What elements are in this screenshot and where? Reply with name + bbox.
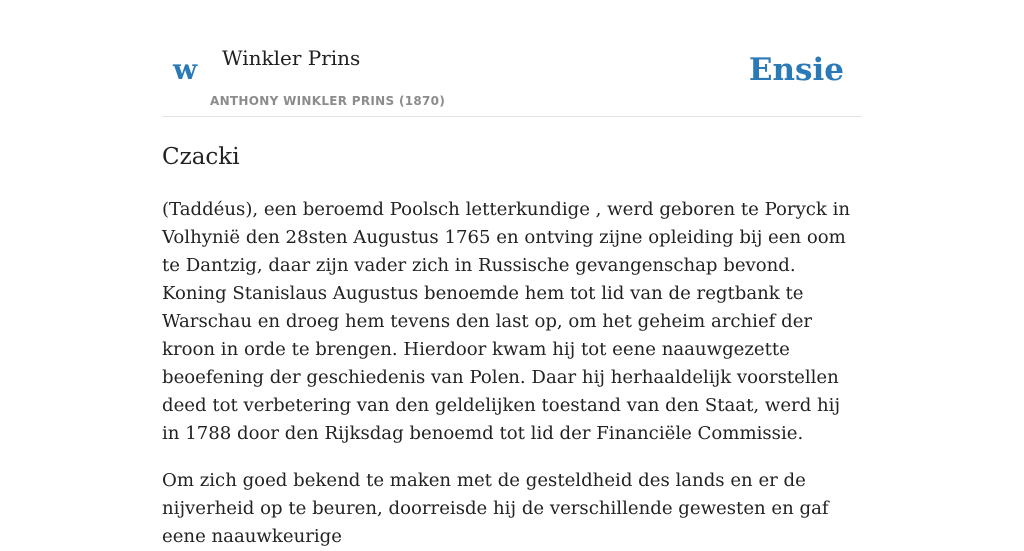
source-subtitle: ANTHONY WINKLER PRINS (1870) (210, 94, 446, 108)
source-title-link[interactable]: Winkler Prins (222, 46, 361, 70)
article (162, 143, 862, 551)
article-title: Czacki (162, 144, 240, 170)
article-paragraph: Om zich goed bekend te maken met de gesteldheid des lands en er de nijverheid op te beuren, doorreisde hij de verschillende gewesten en gaf eene naauwkeurige (162, 470, 829, 547)
ensie-logo-link[interactable]: Ensie (748, 52, 844, 88)
source-logo-icon[interactable]: w (173, 53, 198, 86)
page (162, 0, 862, 547)
article-paragraph: (Taddéus), een beroemd Poolsch letterkundige , werd geboren te Poryck in Volhynië den 28sten Augustus 1765 en ontving zijne opleiding bij een oom te Dantzig, daar zijn vader zich in Russische gevangenschap bevond. Koning Stanislaus Augustus benoemde hem tot lid van de regtbank te Warschau en droeg hem tevens den last op, om het geheim archief der kroon in orde te brengen. Hierdoor kwam hij tot eene naauwgezette beoefening der geschiedenis van Polen. Daar hij herhaaldelijk voorstellen deed tot verbetering van den geldelijken toestand van den Staat, werd hij in 1788 door den Rijksdag benoemd tot lid der Financiële Commissie. (162, 199, 851, 444)
source-header (162, 0, 862, 117)
